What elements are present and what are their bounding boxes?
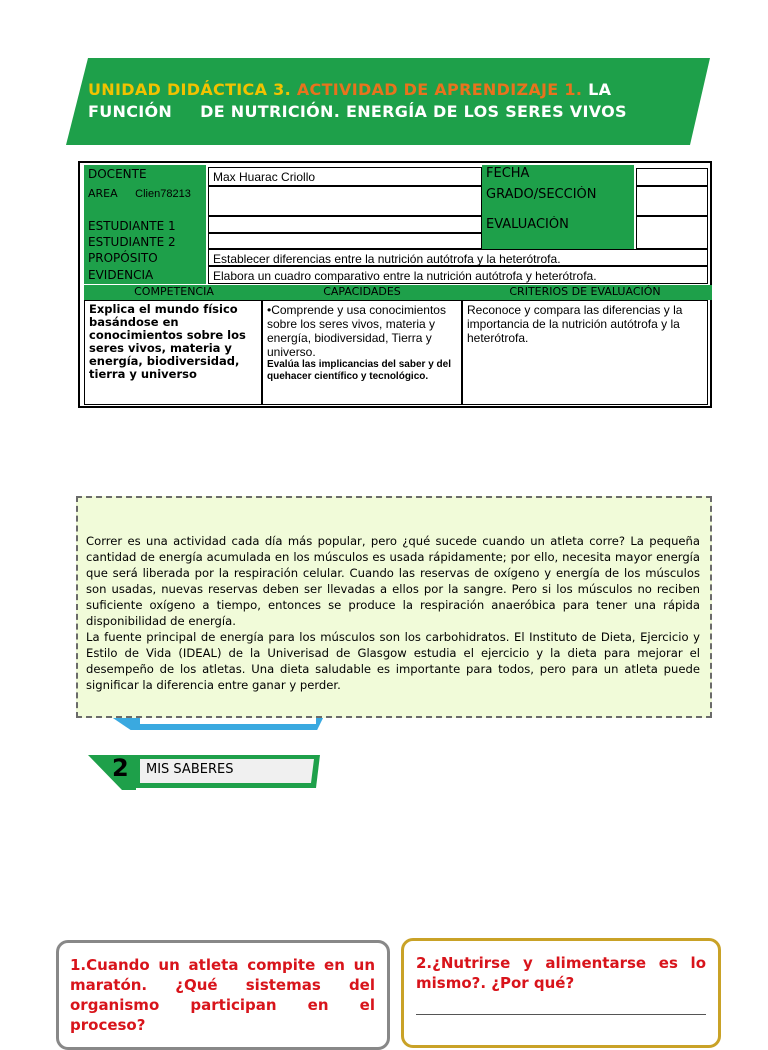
proposito-value: Establecer diferencias entre la nutrición autótrofa y la heterótrofa. (208, 249, 708, 266)
title-la: LA (588, 80, 612, 99)
area-value: Clien78213 (135, 188, 191, 200)
estudiante1-field[interactable] (208, 216, 482, 233)
area-label-cell (84, 185, 206, 217)
area-field[interactable] (208, 186, 482, 216)
capacidad-2: Evalúa las implicancias del saber y del quehacer científico y tecnológico. (267, 359, 451, 382)
evaluacion-field[interactable] (636, 216, 708, 249)
docente-label: DOCENTE (84, 165, 206, 185)
title-actividad: ACTIVIDAD DE APRENDIZAJE 1. (296, 80, 583, 99)
question-2: 2.¿Nutrirse y alimentarse es lo mismo?. ¿Por qué? (416, 954, 706, 992)
evidencia-label: EVIDENCIA (84, 266, 206, 284)
title-funcion: FUNCIÓN (88, 102, 173, 121)
page-title (88, 79, 688, 123)
evidencia-value: Elabora un cuadro comparativo entre la nutrición autótrofa y heterótrofa. (208, 266, 708, 284)
section-number: 2 (112, 754, 129, 782)
question-1: 1.Cuando un atleta compite en un maratón. ¿Qué sistemas del organismo participan en el proceso? (70, 956, 375, 1034)
competencia-text: Explica el mundo físico basándose en conocimientos sobre los seres vivos, materia y energía, biodiversidad, tierra y universo (84, 300, 262, 405)
criterios-header: CRITERIOS DE EVALUACIÓN (462, 285, 708, 300)
estudiante2-label: ESTUDIANTE 2 (84, 233, 206, 249)
reading-paragraph-2: La fuente principal de energía para los músculos son los carbohidratos. El Instituto de Dieta, Ejercicio y Estilo de Vida (IDEAL) de la Univerisad de Glasgow estudia el ejercicio y la dieta para mejorar el desempeño de los atletas. Una dieta saludable es importante para todos, pero para un atleta puede significar la diferencia entre ganar y perder. (86, 630, 700, 692)
docente-value: Max Huarac Criollo (208, 167, 482, 186)
area-label: AREA (88, 187, 118, 200)
section-title: MIS SABERES (146, 762, 234, 777)
capacidad-1: •Comprende y usa conocimientos sobre los seres vivos, materia y energía, biodiversidad, Tierra y universo. (267, 303, 446, 359)
criterio-text: Reconoce y compara las diferencias y la importancia de la nutrición autótrofa y la heterótrofa. (462, 300, 708, 405)
grado-label: GRADO/SECCIÓN (482, 186, 634, 216)
title-unidad: UNIDAD DIDÁCTICA 3. (88, 80, 291, 99)
proposito-label: PROPÓSITO (84, 249, 206, 266)
estudiante2-field[interactable] (208, 233, 482, 249)
fecha-label: FECHA (482, 165, 634, 186)
evaluacion-label: EVALUACIÓN (482, 216, 634, 249)
grado-field[interactable] (636, 186, 708, 216)
reading-text (86, 533, 700, 693)
capacidades-header: CAPACIDADES (262, 285, 462, 300)
answer-line[interactable] (416, 1014, 706, 1015)
competencia-header: COMPETENCIA (86, 285, 262, 300)
reading-paragraph-1: Correr es una actividad cada día más popular, pero ¿qué sucede cuando un atleta corre? La pequeña cantidad de energía acumulada en los músculos es usada rápidamente; por ello, necesita mayor energía que será liberada por la respiración celular. Cuando las reservas de oxígeno y energía de los músculos son usadas, nuevas reservas deben ser llevadas a ellos por la sangre. Pero si los músculos no reciben suficiente oxígeno a tiempo, entonces se produce la respiración anaeróbica para tener una rápida disponibilidad de energía. (86, 534, 700, 628)
estudiante1-label: ESTUDIANTE 1 (84, 217, 206, 233)
title-nutricion: DE NUTRICIÓN. ENERGÍA DE LOS SERES VIVOS (200, 102, 627, 121)
capacidades-cell (262, 300, 462, 405)
fecha-field[interactable] (636, 168, 708, 186)
